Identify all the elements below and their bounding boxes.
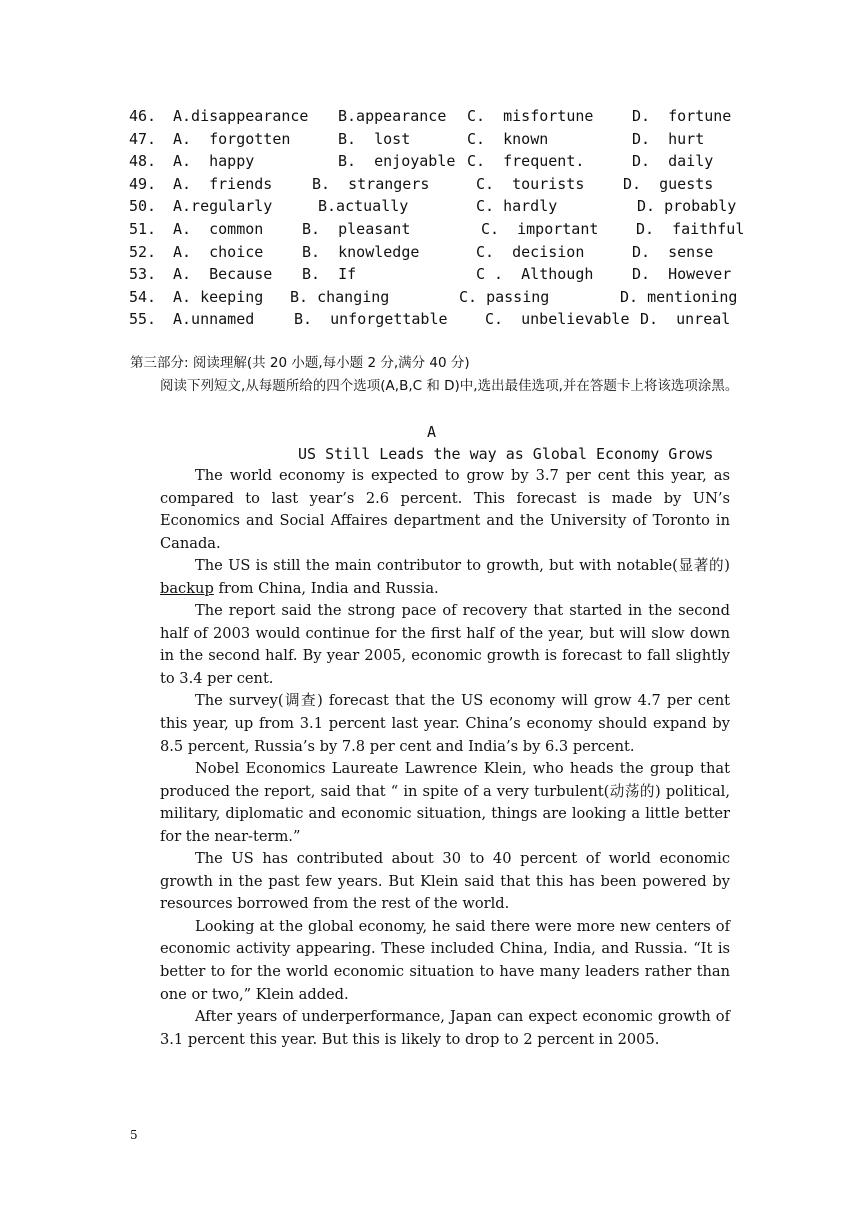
option-d: D. However [632,265,732,284]
option-b: B. unforgettable [294,310,448,329]
option-b: B. pleasant [302,219,411,238]
option-d: D. daily [632,152,714,171]
option-c: C. known [467,129,549,148]
question-number: 50. [129,197,157,216]
option-c: C. decision [476,242,585,261]
option-d: D. unreal [640,310,731,329]
option-a: A.unnamed [173,310,255,329]
question-row [129,105,769,128]
question-row [129,218,769,241]
section-heading: 第三部分: 阅读理解(共 20 小题,每小题 2 分,满分 40 分) [130,355,470,371]
underlined-word: backup [160,579,214,597]
paragraph: The world economy is expected to grow by 3.7 per cent this year, as compared to last year’s 2.6 percent. This forecast is made by UN’s Economics and Social Affaires department and the University of Toronto in Canada. [160,467,730,552]
option-c: C. unbelievable [485,310,630,329]
option-b: B.appearance [338,107,447,125]
option-b: B. changing [290,287,390,306]
option-d: D. fortune [632,107,732,125]
option-d: D. faithful [636,219,745,238]
section-instructions: 阅读下列短文,从每题所给的四个选项(A,B,C 和 D)中,选出最佳选项,并在答题卡上将该选项涂黑。 [160,378,739,394]
passage-title: US Still Leads the way as Global Economy Grows [298,445,714,463]
option-b: B. enjoyable [338,152,456,171]
passage-label: A [427,423,437,441]
passage-body [160,465,730,1051]
option-b: B.actually [318,197,409,216]
option-a: A. happy [173,152,255,171]
paragraph-text: The US is still the main contributor to growth, but with notable(显著的) [195,557,730,575]
option-b: B. knowledge [302,242,420,261]
option-c: C. passing [459,287,550,306]
question-row [129,241,769,264]
multiple-choice-list [129,105,769,331]
option-c: C. frequent. [467,152,585,171]
question-row [129,286,769,309]
question-row [129,128,769,151]
option-a: A. forgotten [173,129,291,148]
option-c: C. hardly [476,197,558,216]
option-a: A.disappearance [173,107,309,125]
option-d: D. guests [623,174,714,193]
question-row [129,308,769,331]
question-row [129,263,769,286]
question-row [129,150,769,173]
question-row [129,195,769,218]
option-d: D. probably [637,197,737,216]
option-a: A. friends [173,174,273,193]
question-number: 55. [129,310,157,329]
option-a: A.regularly [173,197,273,216]
question-number: 46. [129,107,157,125]
paragraph: The survey(调查) forecast that the US economy will grow 4.7 per cent this year, up from 3.1 percent last year. China’s economy should expand by 8.5 percent, Russia’s by 7.8 per cent and India’s by 6.3 percent. [160,692,730,755]
paragraph-text: from China, India and Russia. [213,579,439,597]
paragraph: Looking at the global economy, he said there were more new centers of economic activity appearing. These included China, India, and Russia. “It is better to for the world economic situation to have many leaders rather than one or two,” Klein added. [160,917,730,1003]
paragraph: The report said the strong pace of recovery that started in the second half of 2003 would continue for the first half of the year, but will slow down in the second half. By year 2005, economic growth is forecast to fall slightly to 3.4 per cent. [160,602,730,687]
paragraph [160,555,730,600]
paragraph: The US has contributed about 30 to 40 percent of world economic growth in the past few years. But Klein said that this has been powered by resources borrowed from the rest of the world. [160,850,730,913]
option-a: A. common [173,219,264,238]
option-d: D. hurt [632,129,705,148]
question-number: 47. [129,129,157,148]
question-number: 51. [129,219,157,238]
question-number: 53. [129,265,157,284]
question-number: 49. [129,174,157,193]
option-b: B. If [302,265,357,284]
question-number: 54. [129,287,157,306]
page-number: 5 [130,1128,138,1142]
option-c: C . Although [476,265,594,284]
option-c: C. tourists [476,174,585,193]
question-number: 52. [129,242,157,261]
option-a: A. Because [173,265,273,284]
option-d: D. mentioning [620,287,738,306]
option-b: B. strangers [312,174,430,193]
question-number: 48. [129,152,157,171]
option-c: C. important [481,219,599,238]
paragraph: After years of underperformance, Japan can expect economic growth of 3.1 percent this year. But this is likely to drop to 2 percent in 2005. [160,1008,730,1048]
question-row [129,173,769,196]
option-d: D. sense [632,242,714,261]
option-b: B. lost [338,129,411,148]
option-a: A. choice [173,242,264,261]
option-c: C. misfortune [467,107,594,125]
option-a: A. keeping [173,287,264,306]
paragraph: Nobel Economics Laureate Lawrence Klein, who heads the group that produced the report, said that “ in spite of a very turbulent(动荡的) political, military, diplomatic and economic situation, things are looking a little better for the near-term.” [160,760,730,845]
